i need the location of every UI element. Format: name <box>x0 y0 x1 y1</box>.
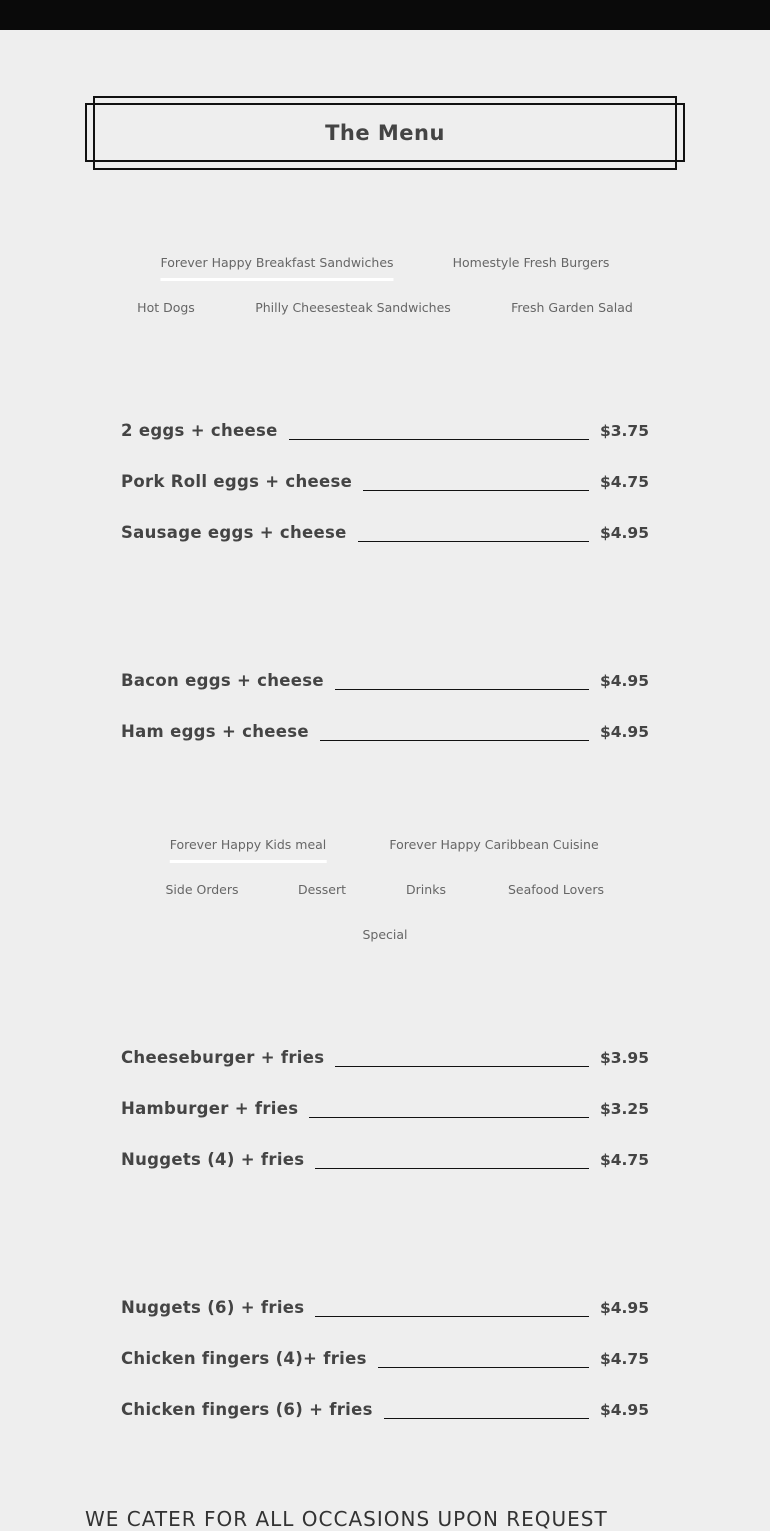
menu-item-price: $3.25 <box>599 1100 649 1118</box>
tab-fresh-burgers[interactable]: Homestyle Fresh Burgers <box>452 255 610 270</box>
menu-item-name: Ham eggs + cheese <box>121 722 309 741</box>
menu-item-price: $3.75 <box>599 422 649 440</box>
menu-item-price: $4.75 <box>599 1350 649 1368</box>
menu-item <box>121 1095 649 1119</box>
leader-line <box>378 1367 589 1368</box>
menu-item-name: Pork Roll eggs + cheese <box>121 472 353 491</box>
menu-item <box>121 1345 649 1369</box>
menu-item <box>121 1044 649 1068</box>
menu-item <box>121 1146 649 1170</box>
tab-garden-salad[interactable]: Fresh Garden Salad <box>511 300 633 315</box>
leader-line <box>363 490 589 491</box>
tab-philly-cheesesteak[interactable]: Philly Cheesesteak Sandwiches <box>255 300 451 315</box>
page-title: The Menu <box>325 120 445 145</box>
leader-line <box>335 689 589 690</box>
menu-item <box>121 1396 649 1420</box>
menu-item-name: Chicken fingers (4)+ fries <box>121 1349 367 1368</box>
menu-item-name: Sausage eggs + cheese <box>121 523 347 542</box>
menu-item-price: $4.95 <box>599 723 649 741</box>
menu-item-name: Bacon eggs + cheese <box>121 671 324 690</box>
menu-item-name: Hamburger + fries <box>121 1099 299 1118</box>
menu-item-name: Cheeseburger + fries <box>121 1048 325 1067</box>
menu-item-name: Nuggets (4) + fries <box>121 1150 305 1169</box>
leader-line <box>384 1418 589 1419</box>
leader-line <box>335 1066 589 1067</box>
tab-drinks[interactable]: Drinks <box>406 882 446 897</box>
menu-item <box>121 519 649 543</box>
leader-line <box>309 1117 589 1118</box>
menu-item-price: $4.95 <box>599 672 649 690</box>
leader-line <box>315 1168 589 1169</box>
top-bar <box>0 0 770 30</box>
menu-item <box>121 468 649 492</box>
tab-seafood-lovers[interactable]: Seafood Lovers <box>507 882 605 897</box>
tab-caribbean-cuisine[interactable]: Forever Happy Caribbean Cuisine <box>389 837 599 852</box>
menu-item-price: $3.95 <box>599 1049 649 1067</box>
menu-item <box>121 667 649 691</box>
leader-line <box>320 740 589 741</box>
tab-hot-dogs[interactable]: Hot Dogs <box>137 300 195 315</box>
tab-side-orders[interactable]: Side Orders <box>165 882 239 897</box>
tab-kids-meal[interactable]: Forever Happy Kids meal <box>170 837 327 863</box>
menu-item <box>121 417 649 441</box>
menu-item-price: $4.75 <box>599 473 649 491</box>
menu-item <box>121 1294 649 1318</box>
tab-breakfast-sandwiches[interactable]: Forever Happy Breakfast Sandwiches <box>160 255 393 281</box>
leader-line <box>315 1316 589 1317</box>
menu-item <box>121 718 649 742</box>
menu-item-price: $4.95 <box>599 524 649 542</box>
menu-item-name: 2 eggs + cheese <box>121 421 278 440</box>
tab-dessert[interactable]: Dessert <box>297 882 347 897</box>
menu-item-price: $4.75 <box>599 1151 649 1169</box>
leader-line <box>289 439 589 440</box>
menu-item-name: Nuggets (6) + fries <box>121 1298 305 1317</box>
menu-item-price: $4.95 <box>599 1401 649 1419</box>
catering-caption: WE CATER FOR ALL OCCASIONS UPON REQUEST <box>85 1507 608 1531</box>
menu-item-price: $4.95 <box>599 1299 649 1317</box>
leader-line <box>358 541 589 542</box>
menu-item-name: Chicken fingers (6) + fries <box>121 1400 373 1419</box>
tab-special[interactable]: Special <box>362 927 408 942</box>
